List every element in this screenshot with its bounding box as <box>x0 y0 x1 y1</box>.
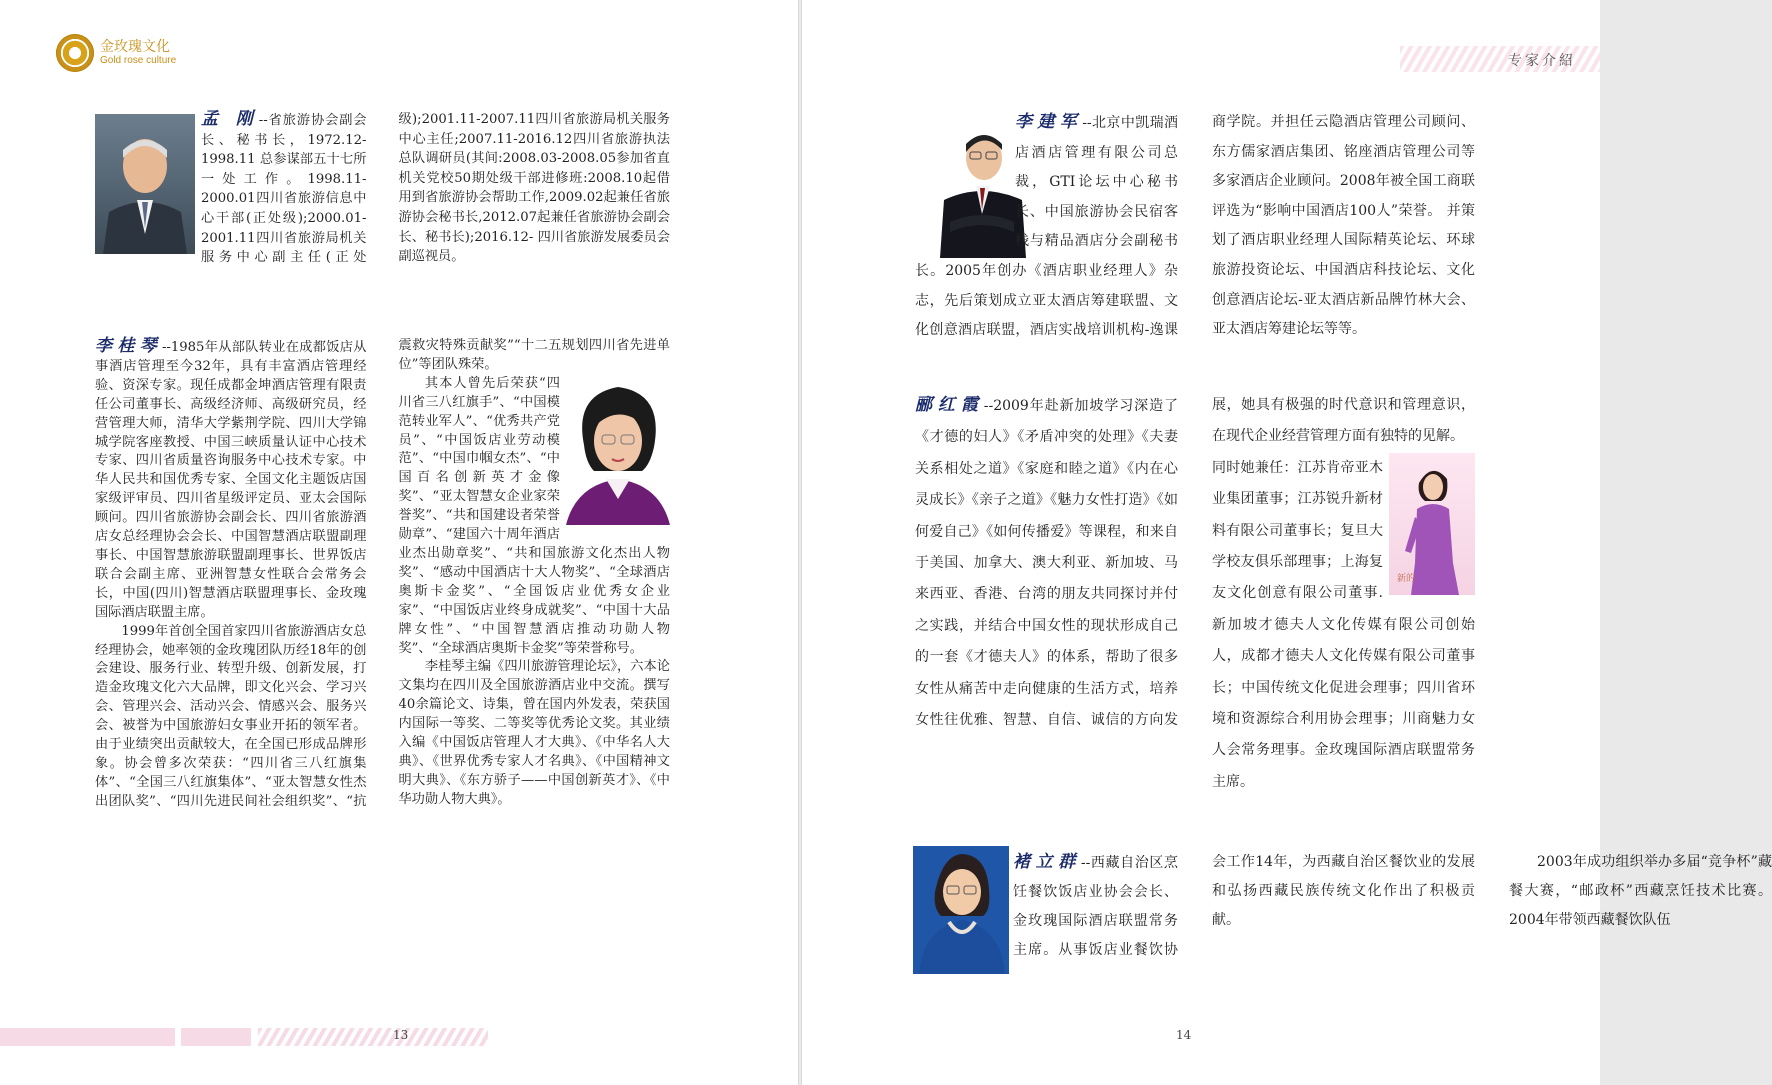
bio-li-guiqin: 李桂琴--1985年从部队转业在成都饭店从事酒店管理至今32年，具有丰富酒店管理经验、资深专家。现任成都金坤酒店管理有限责任公司董事长、高级经济师、高级研究员，经营管理大师，清华大学紫荆学院、四川大学锦城学院客座教授、中国三峡质量认证中心技术专家、四川省质量咨询服务中心技术专家。中华人民共和国优秀专家、全国文化主题饭店国家级评审员、四川省星级评定员、亚太会国际顾问。四川省旅游协会副会长、四川省旅游酒店女总经理协会会长、中国智慧酒店联盟副理事长、中国智慧旅游联盟副理事长、世界饭店联合会副主席、亚洲智慧女性联合会常务会长，中国(四川)智慧酒店联盟理事长、金玫瑰国际酒店联盟主席。 1999年首创全国首家四川省旅游酒店女总经理协会，她率领的金玫瑰团队历经18年的创会建设、服务行业、转型升级、创新发展，打造金玫瑰文化六大品牌，即文化兴会、学习兴会、管理兴会、活动兴会、情感兴会、服务兴会、被誉为中国旅游妇女事业开拓的领军者。由于业绩突出贡献较大，在全国已形成品牌形象。协会曾多次荣获：“四川省三八红旗集体”、“全国三八红旗集体”、“亚太智慧女性杰出团队奖”、“四川先进民间社会组织奖”、“抗震救灾特殊贡献奖”“十二五规划四川省先进单位”等团队殊荣。 其本人曾先后荣获“四川省三八红旗手”、“中国模范转业军人”、“优秀共产党员”、“中国饭店业劳动模范”、“中国巾帼女杰”、“中国百名创新英才金像奖”、“亚太智慧女企业家荣誉奖”、“共和国建设者荣誉勋章”、“建国六十周年酒店业杰出勋章奖”、“共和国旅游文化杰出人物奖”、“感动中国酒店十大人物奖”、“全球酒店奥斯卡金奖”、“全国饭店业优秀女企业家”、“中国饭店业终身成就奖”、“中国十大品牌女性”、“中国智慧酒店推动功勋人物奖”、“全球酒店奥斯卡金奖”等荣誉称号。 李桂琴主编《四川旅游管理论坛》，六本论文集均在四川及全国旅游酒店业中交流。撰写40余篇论文、诗集，曾在国内外发表，荣获国内国际一等奖、二等奖等优秀论文奖。其业绩入编《中国饭店管理人才大典》、《中华名人大典》、《世界优秀专家人才名典》、《中国精神文明大典》、《东方骄子——中国创新英才》、《中华功勋人物大典》。 <box>95 336 670 809</box>
page-number-right: 14 <box>1176 1028 1192 1042</box>
bio-chu-liqun: 褚立群--西藏自治区烹饪餐饮饭店业协会会长、金玫瑰国际酒店联盟常务主席。从事饭店业餐饮协会工作14年，为西藏自治区餐饮业的发展和弘扬西藏民族传统文化作出了积极贡献。 2003年成功组织举办多届“竞争杯”藏餐大赛，“邮政杯”西藏烹饪技术比赛。2004年带领西藏餐饮队伍 <box>1013 852 1772 958</box>
rose-emblem-icon <box>56 34 94 72</box>
bio-li-jianjun: 李建军--北京中凯瑞酒店酒店管理有限公司总裁，GTI论坛中心秘书长、中国旅游协会民宿客栈与精品酒店分会副秘书长。2005年创办《酒店职业经理人》杂志，先后策划成立亚太酒店筹建联盟、文化创意酒店联盟，酒店实战培训机构-逸课商学院。并担任云隐酒店管理公司顾问、东方儒家酒店集团、铭座酒店管理公司等多家酒店企业顾问。2008年被全国工商联评选为“影响中国酒店100人”荣誉。 并策划了酒店职业经理人国际精英论坛、环球旅游投资论坛、中国酒店科技论坛、文化创意酒店论坛-亚太酒店新品牌竹林大会、亚太酒店筹建论坛等等。 <box>915 112 1475 339</box>
footer-decor-left-2 <box>181 1028 251 1046</box>
name-meng-gang: 孟 刚 <box>201 109 259 129</box>
name-li-jianjun: 李建军 <box>1015 112 1083 132</box>
name-li-guiqin: 李桂琴 <box>95 336 162 356</box>
portrait-li-guiqin <box>566 375 670 525</box>
name-chu-liqun: 褚立群 <box>1013 852 1081 872</box>
name-qi-hongxia: 郦红霞 <box>915 395 984 415</box>
bio-meng-gang: 孟 刚--省旅游协会副会长、秘书长，1972.12-1998.11 总参谋部五十七所一处工作。1998.11-2000.01四川省旅游信息中心干部(正处级);2000.01-2001.11四川省旅游局机关服务中心副主任(正处级);2001.11-2007.11四川省旅游局机关服务中心主任;2007.11-2016.12四川省旅游执法总队调研员(其间:2008.03-2008.05参加省直机关党校50期处级干部进修班:2008.10起借用到省旅游协会帮助工作,2009.02起兼任省旅游协会秘书长,2012.07起兼任省旅游协会副会长、秘书长);2016.12- 四川省旅游发展委员会副巡视员。 <box>201 109 670 266</box>
svg-text:新的: 新的 <box>1397 573 1416 584</box>
section-title: 专家介紹 <box>1508 53 1576 69</box>
footer-decor-left <box>0 1028 175 1046</box>
brand-name-en: Gold rose culture <box>100 55 177 67</box>
right-page <box>802 0 1772 1085</box>
left-page <box>0 0 798 1085</box>
portrait-qi-hongxia <box>1389 453 1475 595</box>
brand-logo <box>56 34 176 72</box>
brand-name-cn: 金玫瑰文化 <box>100 38 170 55</box>
page-number-left: 13 <box>393 1028 409 1042</box>
footer-decor-left-stripes <box>258 1028 488 1046</box>
bio-qi-hongxia: 郦红霞--2009年赴新加坡学习深造了《才德的妇人》《矛盾冲突的处理》《夫妻关系相处之道》《家庭和睦之道》《内在心灵成长》《亲子之道》《魅力女性打造》《如何爱自己》《如何传播爱》等课程，和来自于美国、加拿大、澳大利亚、新加坡、马来西亚、香港、台湾的朋友共同探讨并付之实践，并结合中国女性的现状形成自己的一套《才德夫人》的体系，帮助了很多女性从痛苦中走向健康的生活方式，培养女性往优雅、智慧、自信、诚信的方向发展，她具有极强的时代意识和管理意识，在现代企业经营管理方面有独特的见解。 新的 同时她兼任：江苏肯帝亚木业集团董事；江苏锐升新材料有限公司董事长；复旦大学校友俱乐部理事；上海复友文化创意有限公司董事.新加坡才德夫人文化传媒有限公司创始人，成都才德夫人文化传媒有限公司董事长；中国传统文化促进会理事；四川省环境和资源综合利用协会理事；川商魅力女人会常务理事。金玫瑰国际酒店联盟常务主席。 <box>915 395 1475 790</box>
